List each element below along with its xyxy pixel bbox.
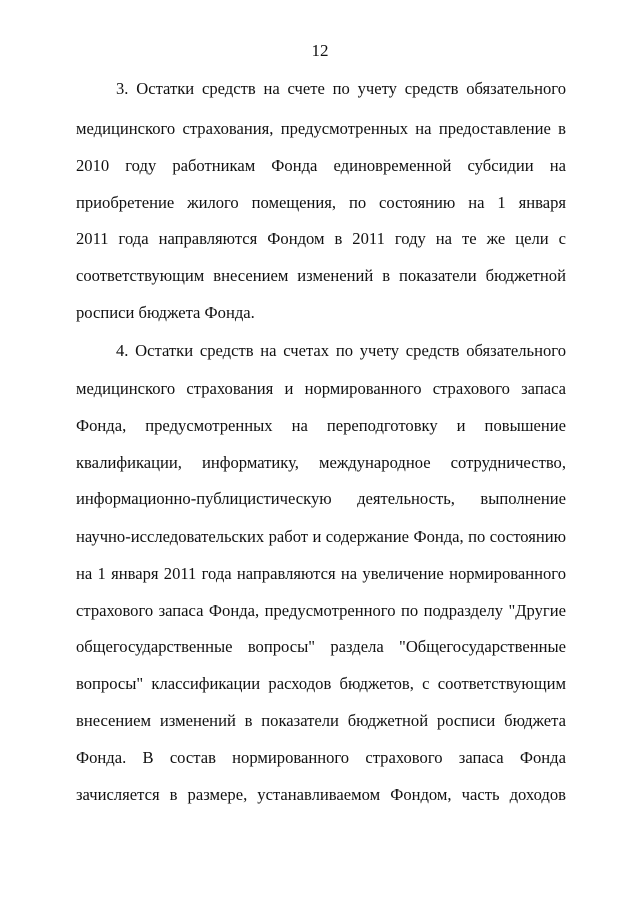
paragraph-3-line-6: соответствующим внесением изменений в показатели бюджетной — [76, 266, 566, 285]
paragraph-3-line-5: 2011 года направляются Фондом в 2011 году на те же цели с — [76, 229, 566, 248]
paragraph-4-line-6: научно-исследовательских работ и содержание Фонда, по состоянию — [76, 527, 566, 546]
paragraph-4-line-4: квалификации, информатику, международное сотрудничество, — [76, 453, 566, 472]
paragraph-4-line-12: Фонда. В состав нормированного страхового запаса Фонда — [76, 748, 566, 767]
paragraph-4-line-11: внесением изменений в показатели бюджетной росписи бюджета — [76, 711, 566, 730]
paragraph-3-line-4: приобретение жилого помещения, по состоянию на 1 января — [76, 193, 566, 212]
paragraph-3-line-2: медицинского страхования, предусмотренных на предоставление в — [76, 119, 566, 138]
paragraph-4-line-2: медицинского страхования и нормированного страхового запаса — [76, 379, 566, 398]
paragraph-4-line-5: информационно-публицистическую деятельность, выполнение — [76, 489, 566, 508]
paragraph-4-line-13: зачисляется в размере, устанавливаемом Фондом, часть доходов — [76, 785, 566, 804]
paragraph-3-line-7: росписи бюджета Фонда. — [76, 303, 255, 322]
paragraph-4-line-8: страхового запаса Фонда, предусмотренного по подразделу "Другие — [76, 601, 566, 620]
paragraph-3-line-1: 3. Остатки средств на счете по учету средств обязательного — [116, 79, 566, 98]
paragraph-4-line-7: на 1 января 2011 года направляются на увеличение нормированного — [76, 564, 566, 583]
paragraph-4-line-9: общегосударственные вопросы" раздела "Общегосударственные — [76, 637, 566, 656]
paragraph-3-line-3: 2010 году работникам Фонда единовременной субсидии на — [76, 156, 566, 175]
paragraph-4-line-3: Фонда, предусмотренных на переподготовку и повышение — [76, 416, 566, 435]
paragraph-4-line-10: вопросы" классификации расходов бюджетов, с соответствующим — [76, 674, 566, 693]
paragraph-4-line-1: 4. Остатки средств на счетах по учету средств обязательного — [116, 341, 566, 360]
page-number: 12 — [311, 41, 329, 60]
